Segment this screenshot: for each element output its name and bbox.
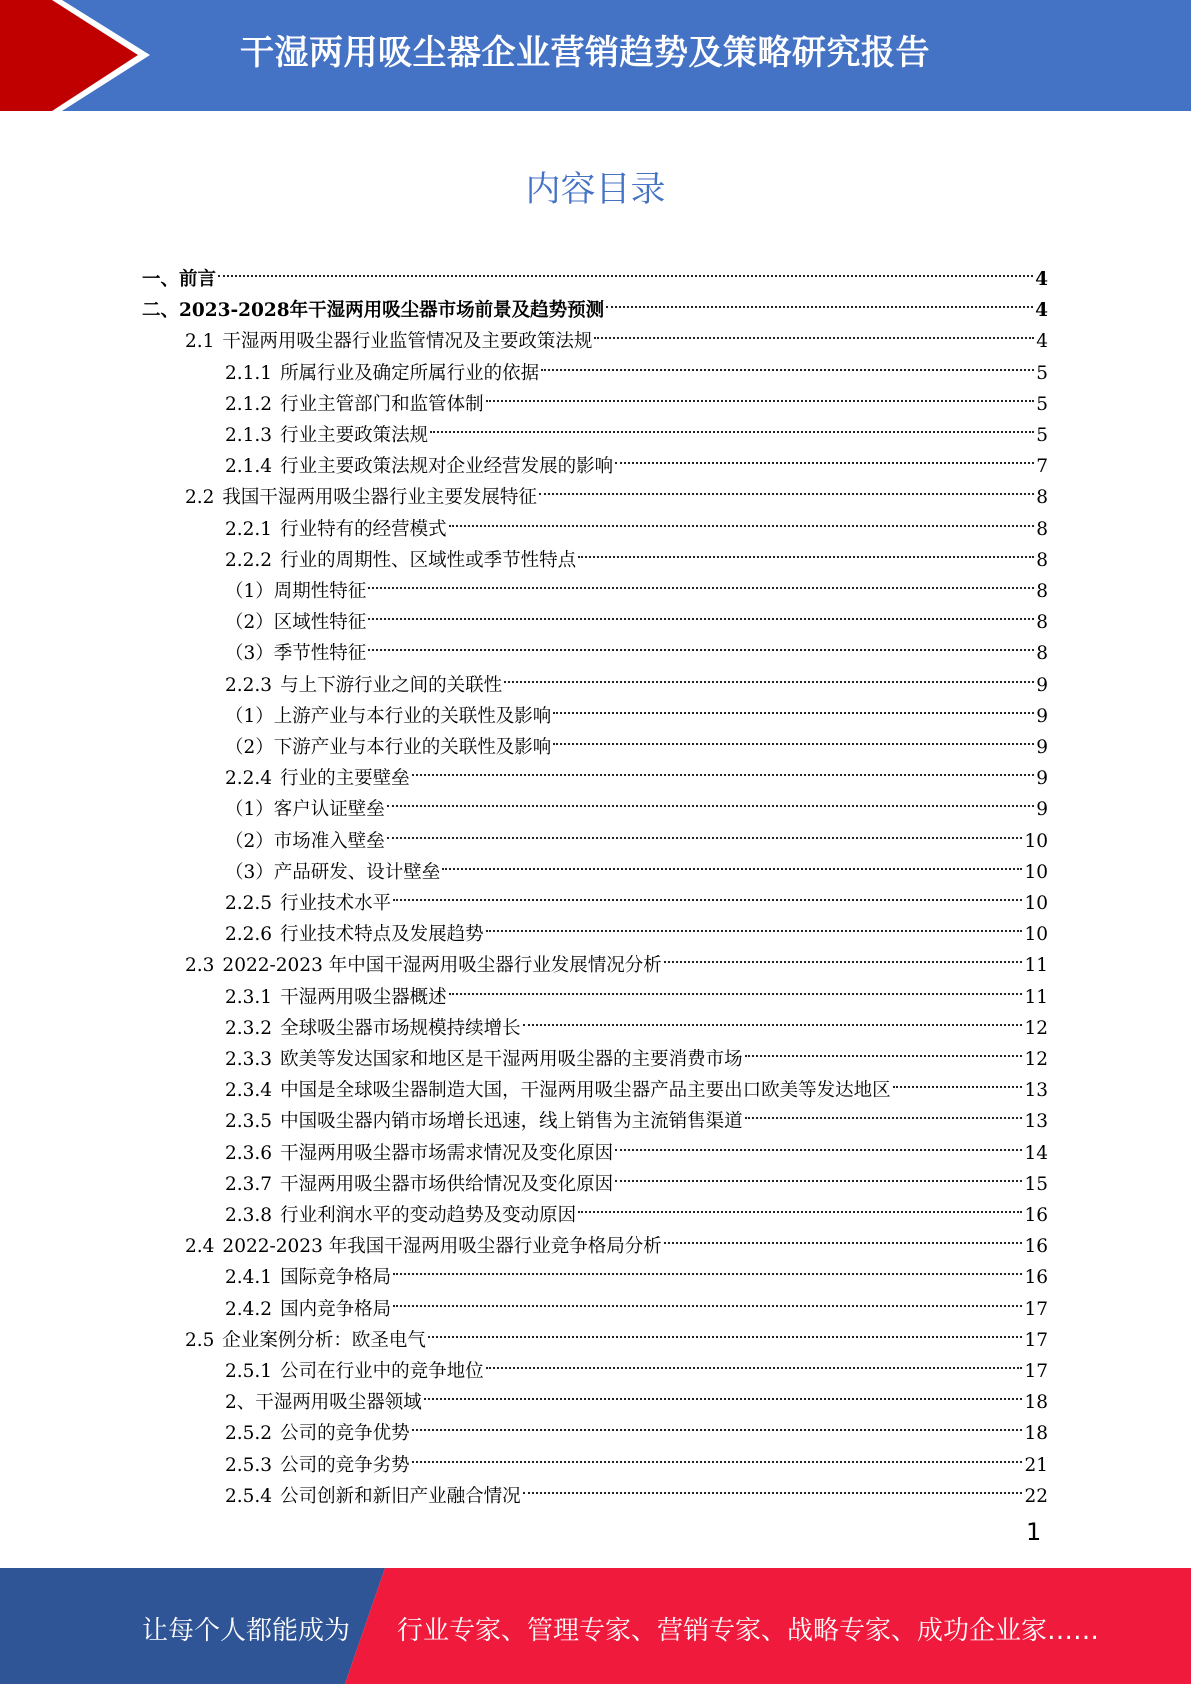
toc-entry-number: 2.3.5 (225, 1111, 273, 1133)
toc-entry-number: 2.3.8 (225, 1205, 273, 1226)
toc-dot-leader (449, 504, 1035, 535)
toc-entry-page: 9 (1036, 768, 1048, 790)
toc-entry-title: 中国吸尘器内销市场增长迅速，线上销售为主流销售渠道 (280, 1111, 743, 1133)
toc-entry-title: 欧美等发达国家和地区是干湿两用吸尘器的主要消费市场 (280, 1049, 743, 1070)
toc-entry-page: 16 (1024, 1205, 1048, 1226)
toc-dot-leader (368, 566, 1034, 597)
toc-entry-title: （2）市场准入壁垒 (225, 830, 385, 852)
toc-entry-page: 4 (1035, 269, 1048, 290)
toc-dot-leader (486, 909, 1023, 940)
toc-entry-number: 2.3 (185, 955, 215, 977)
toc-entry-page: 13 (1024, 1080, 1048, 1102)
toc-entry-number: 2.3.7 (225, 1173, 273, 1195)
toc-entry[interactable] (225, 878, 1048, 914)
toc-entry-title: （1）周期性特征 (225, 581, 367, 602)
toc-entry-page: 17 (1024, 1298, 1048, 1320)
toc-entry-page: 10 (1024, 830, 1048, 852)
toc-dot-leader (393, 1284, 1022, 1315)
toc-entry-title: 中国是全球吸尘器制造大国，干湿两用吸尘器产品主要出口欧美等发达地区 (280, 1080, 891, 1102)
report-title: 干湿两用吸尘器企业营销趋势及策略研究报告 (240, 33, 930, 73)
toc-entry-number: 2.4.2 (225, 1298, 273, 1320)
toc-entry-number: 2.2 (185, 487, 215, 509)
toc-entry-page: 7 (1036, 456, 1048, 478)
toc-dot-leader (541, 348, 1034, 379)
toc-entry-page: 5 (1036, 393, 1048, 415)
toc-entry[interactable] (225, 816, 1048, 852)
toc-dot-leader (578, 1190, 1022, 1221)
toc-dot-leader (615, 1159, 1022, 1190)
toc-entry-page: 8 (1036, 581, 1048, 602)
toc-entry-page: 22 (1024, 1485, 1048, 1507)
toc-entry-title: 2、干湿两用吸尘器领域 (225, 1392, 422, 1414)
toc-entry-title: 所属行业及确定所属行业的依据 (280, 362, 540, 384)
toc-entry-title: 行业主要政策法规 (280, 425, 429, 446)
toc-entry[interactable] (225, 1252, 1048, 1289)
toc-entry[interactable] (225, 1284, 1048, 1320)
toc-entry-page: 10 (1024, 893, 1048, 914)
toc-entry-page: 18 (1024, 1423, 1048, 1445)
toc-dot-leader (412, 1440, 1023, 1471)
toc-dot-leader (664, 1221, 1023, 1252)
toc-dot-leader (615, 1128, 1022, 1159)
toc-dot-leader (218, 254, 1033, 285)
toc-entry-title: 行业技术水平 (280, 893, 392, 914)
toc-entry-page: 4 (1036, 331, 1048, 353)
toc-entry-number: 2.3.6 (225, 1142, 273, 1164)
toc-entry-page: 16 (1024, 1236, 1048, 1258)
toc-entry-page: 11 (1024, 986, 1048, 1008)
toc-entry-page: 17 (1024, 1361, 1048, 1382)
toc-entry-number: 2.5.3 (225, 1454, 273, 1476)
toc-entry-title: （3）季节性特征 (225, 643, 367, 665)
toc-entry-number: 2.4 (185, 1236, 215, 1258)
toc-entry[interactable] (225, 1034, 1048, 1070)
toc-entry[interactable] (185, 1221, 1048, 1258)
toc-entry[interactable] (225, 722, 1048, 758)
toc-dot-leader (664, 940, 1023, 971)
toc-entry[interactable] (225, 410, 1048, 446)
toc-dot-leader (442, 847, 1022, 878)
toc-entry-number: 2.2.3 (225, 674, 273, 696)
toc-entry[interactable] (225, 691, 1048, 727)
toc-entry-page: 18 (1024, 1392, 1048, 1414)
page-number: 1 (1026, 1518, 1042, 1546)
toc-entry[interactable] (225, 784, 1048, 821)
toc-entry[interactable] (225, 1065, 1048, 1102)
toc-dot-leader (486, 379, 1035, 410)
toc-dot-leader (424, 1377, 1023, 1408)
toc-entry-number: 2.1.2 (225, 393, 273, 415)
toc-entry-title: 2022-2023 年中国干湿两用吸尘器行业发展情况分析 (222, 955, 662, 977)
toc-dot-leader (745, 1096, 1023, 1127)
toc-entry[interactable] (225, 1096, 1048, 1133)
toc-entry-title: 公司的竞争优势 (280, 1423, 410, 1445)
toc-entry-title: （3）产品研发、设计壁垒 (225, 861, 441, 883)
toc-entry-title: 行业的主要壁垒 (280, 768, 410, 790)
toc-dot-leader (523, 1003, 1023, 1034)
toc-dot-leader (893, 1065, 1023, 1096)
toc-entry-page: 8 (1036, 487, 1048, 509)
toc-entry-number: 2.2.4 (225, 768, 273, 790)
toc-entry-page: 9 (1036, 705, 1048, 727)
toc-entry-number: 2.1.3 (225, 425, 273, 446)
toc-entry-page: 9 (1036, 674, 1048, 696)
toc-entry-page: 8 (1036, 612, 1048, 634)
toc-dot-leader (523, 1471, 1023, 1502)
toc-entry-number: 2.1 (185, 331, 215, 353)
toc-entry-page: 8 (1036, 549, 1048, 571)
toc-dot-leader (745, 1034, 1023, 1065)
toc-entry-title: 公司的竞争劣势 (280, 1454, 410, 1476)
toc-entry-page: 12 (1024, 1017, 1048, 1039)
toc-entry[interactable] (142, 285, 1048, 322)
toc-entry-title: 干湿两用吸尘器市场供给情况及变化原因 (280, 1173, 614, 1195)
toc-entry-title: （2）区域性特征 (225, 612, 367, 634)
toc-entry[interactable] (225, 441, 1048, 478)
toc-entry-title: 国际竞争格局 (280, 1267, 392, 1289)
toc-entry[interactable] (225, 1003, 1048, 1039)
toc-entry-title: 与上下游行业之间的关联性 (280, 674, 503, 696)
toc-entry-title: 公司创新和新旧产业融合情况 (280, 1485, 521, 1507)
toc-entry[interactable] (225, 348, 1048, 384)
toc-entry[interactable] (142, 254, 1048, 290)
toc-entry-page: 5 (1036, 362, 1048, 384)
toc-dot-leader (615, 441, 1034, 472)
toc-entry-number: 2.5.1 (225, 1361, 273, 1382)
toc-entry-number: 2.5.2 (225, 1423, 273, 1445)
toc-entry-number: 2.1.1 (225, 362, 273, 384)
toc-entry-title: 行业利润水平的变动趋势及变动原因 (280, 1205, 577, 1226)
toc-entry[interactable] (185, 472, 1048, 509)
toc-entry[interactable] (225, 597, 1048, 634)
toc-dot-leader (553, 722, 1034, 753)
toc-dot-leader (393, 878, 1022, 909)
toc-entry[interactable] (225, 1128, 1048, 1164)
toc-entry-page: 8 (1036, 643, 1048, 665)
toc-entry-page: 9 (1036, 799, 1048, 821)
toc-entry-number: 2.2.1 (225, 518, 273, 540)
footer-slogan-left: 让每个人都能成为 (142, 1616, 351, 1646)
toc-entry-page: 13 (1024, 1111, 1048, 1133)
toc-entry-title: 公司在行业中的竞争地位 (280, 1361, 484, 1382)
toc-entry-page: 4 (1035, 300, 1048, 322)
toc-entry-page: 8 (1036, 518, 1048, 540)
toc-entry-number: 2.4.1 (225, 1267, 273, 1289)
toc-entry-page: 21 (1024, 1454, 1048, 1476)
toc-entry-title: 企业案例分析：欧圣电气 (222, 1329, 426, 1351)
toc-entry-title: （2）下游产业与本行业的关联性及影响 (225, 737, 552, 758)
toc-entry-title: 干湿两用吸尘器市场需求情况及变化原因 (280, 1142, 614, 1164)
toc-dot-leader (412, 753, 1035, 784)
toc-entry-page: 15 (1024, 1173, 1048, 1195)
toc-dot-leader (368, 628, 1034, 659)
toc-entry-title: 二、2023-2028年干湿两用吸尘器市场前景及趋势预测 (142, 300, 605, 322)
toc-entry[interactable] (225, 972, 1048, 1008)
footer-slogan-right: 行业专家、管理专家、营销专家、战略专家、成功企业家…… (397, 1616, 1100, 1646)
toc-entry-page: 16 (1024, 1267, 1048, 1289)
toc-entry-title: 2022-2023 年我国干湿两用吸尘器行业竞争格局分析 (222, 1236, 662, 1258)
toc-dot-leader (368, 597, 1034, 628)
toc-entry[interactable] (225, 1440, 1048, 1476)
toc-dot-leader (428, 1315, 1023, 1346)
toc-entry-title: 行业主管部门和监管体制 (280, 393, 484, 415)
toc-entry-page: 10 (1024, 924, 1048, 946)
toc-entry-number: 2.3.1 (225, 986, 273, 1008)
toc-entry-page: 10 (1024, 861, 1048, 883)
toc-entry[interactable] (225, 847, 1048, 883)
toc-entry-title: 一、前言 (142, 269, 217, 290)
toc-entry-title: 行业特有的经营模式 (280, 518, 447, 540)
toc-dot-leader (393, 1252, 1022, 1283)
toc-entry-title: （1）上游产业与本行业的关联性及影响 (225, 705, 552, 727)
toc-dot-leader (606, 285, 1033, 316)
toc-entry[interactable] (225, 1377, 1048, 1414)
toc-entry-title: 全球吸尘器市场规模持续增长 (280, 1017, 521, 1039)
toc-dot-leader (387, 784, 1034, 815)
toc-entry[interactable] (185, 1315, 1048, 1351)
toc-entry-number: 2.3.4 (225, 1080, 273, 1102)
header-banner (0, 0, 1191, 111)
toc-entry[interactable] (225, 628, 1048, 665)
toc-entry-number: 2.2.5 (225, 893, 273, 914)
toc-entry-number: 2.2.6 (225, 924, 273, 946)
toc-entry-number: 2.3.3 (225, 1049, 273, 1070)
toc-entry-number: 2.1.4 (225, 456, 273, 478)
toc-entry[interactable] (185, 316, 1048, 353)
toc-dot-leader (539, 472, 1034, 503)
toc-entry[interactable] (185, 940, 1048, 977)
toc-entry[interactable] (225, 660, 1048, 696)
toc-entry-page: 17 (1024, 1329, 1048, 1351)
toc-entry-page: 14 (1024, 1142, 1048, 1164)
toc-dot-leader (449, 972, 1023, 1003)
toc-entry-title: 行业技术特点及发展趋势 (280, 924, 484, 946)
toc-entry[interactable] (225, 379, 1048, 415)
toc-entry[interactable] (225, 909, 1048, 946)
toc-entry[interactable] (225, 1408, 1048, 1445)
toc-entry[interactable] (225, 566, 1048, 602)
toc-entry-number: 2.5.4 (225, 1485, 273, 1507)
toc-dot-leader (412, 1408, 1023, 1439)
toc-entry[interactable] (225, 1346, 1048, 1382)
toc-dot-leader (486, 1346, 1023, 1377)
toc-entry[interactable] (225, 504, 1048, 540)
toc-entry-page: 9 (1036, 737, 1048, 758)
toc-heading: 内容目录 (525, 170, 666, 210)
toc-entry-title: 行业主要政策法规对企业经营发展的影响 (280, 456, 614, 478)
toc-entry-number: 2.3.2 (225, 1017, 273, 1039)
toc-entry-title: 干湿两用吸尘器行业监管情况及主要政策法规 (222, 331, 593, 353)
toc-entry[interactable] (225, 1471, 1048, 1507)
toc-entry-page: 5 (1036, 425, 1048, 446)
toc-dot-leader (430, 410, 1034, 441)
toc-entry-title: 行业的周期性、区域性或季节性特点 (280, 549, 577, 571)
toc-dot-leader (387, 816, 1023, 847)
toc-entry-number: 2.2.2 (225, 549, 273, 571)
toc-dot-leader (504, 660, 1034, 691)
toc-dot-leader (594, 316, 1034, 347)
toc-entry[interactable] (225, 535, 1048, 571)
toc-entry-title: 国内竞争格局 (280, 1298, 392, 1320)
toc-entry-title: （1）客户认证壁垒 (225, 799, 385, 821)
toc-dot-leader (553, 691, 1034, 722)
toc-entry-page: 12 (1024, 1049, 1048, 1070)
toc-entry[interactable] (225, 1159, 1048, 1195)
toc-entry[interactable] (225, 753, 1048, 790)
toc-dot-leader (578, 535, 1034, 566)
toc-entry-title: 干湿两用吸尘器概述 (280, 986, 447, 1008)
toc-entry-title: 我国干湿两用吸尘器行业主要发展特征 (222, 487, 537, 509)
toc-entry[interactable] (225, 1190, 1048, 1226)
toc-entry-number: 2.5 (185, 1329, 215, 1351)
toc-entry-page: 11 (1024, 955, 1048, 977)
